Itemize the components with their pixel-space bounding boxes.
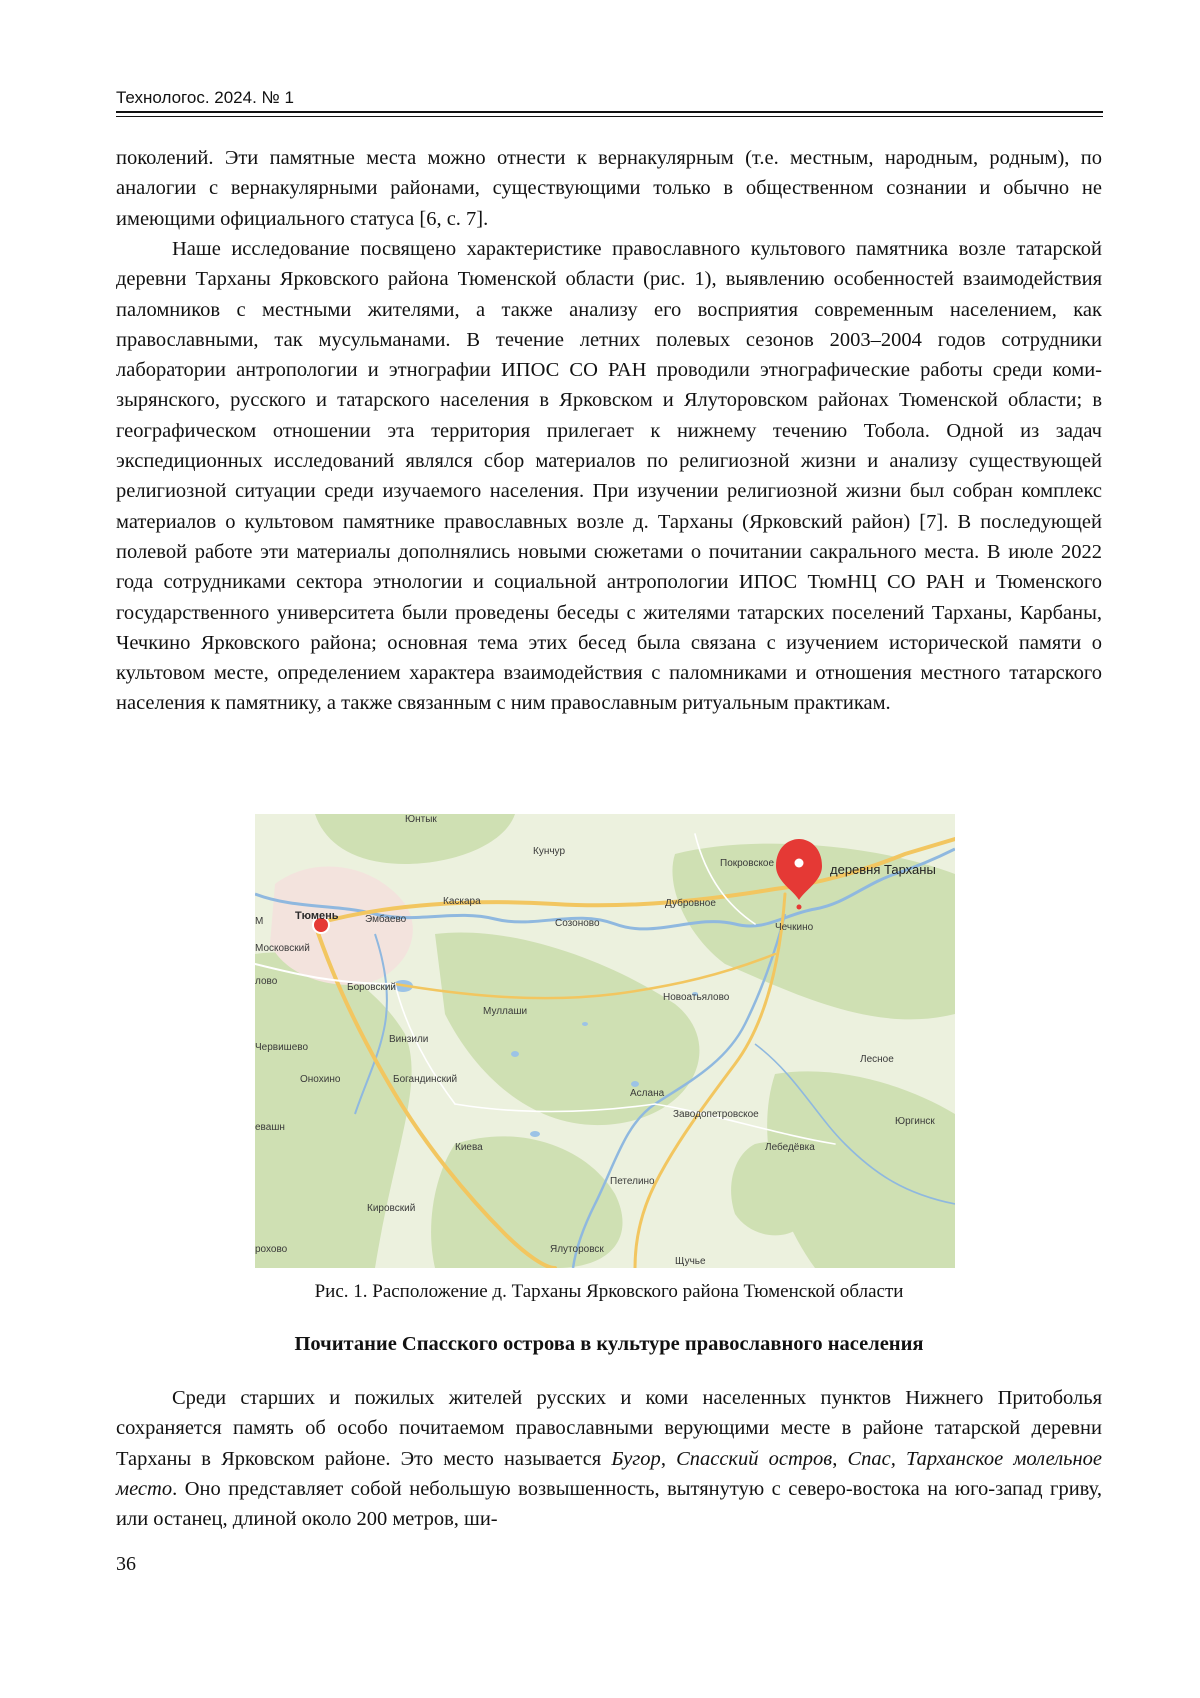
paragraph-3-lead: Среди старших и пожилых жителей русских и коми населенных пунктов Нижнего Притоболья сохраняется память об особо почитаемом православными верующими месте в районе татарской деревни Тарханы в Ярковском районе. Это место называется <box>116 1387 1102 1470</box>
place-label: Чечкино <box>775 922 814 933</box>
edge-label: рохово <box>255 1244 288 1255</box>
place-label: Московский <box>255 943 310 954</box>
term-bugor: Бугор <box>611 1447 661 1470</box>
place-label: Новоатьялово <box>663 992 730 1003</box>
paragraph-3-tail: . Оно представляет собой небольшую возвышенность, вытянутую с северо-востока на юго-запад гриву, или останец, длиной около 200 метров, ши- <box>116 1477 1102 1531</box>
page-number: 36 <box>116 1553 136 1575</box>
place-label: Богандинский <box>393 1074 458 1085</box>
place-label: Заводопетровское <box>673 1109 759 1120</box>
figure-caption: Рис. 1. Расположение д. Тарханы Ярковского района Тюменской области <box>314 1281 904 1302</box>
edge-label: М <box>255 916 264 927</box>
place-label: Эмбаево <box>365 914 407 925</box>
paragraph-3 <box>116 1383 1102 1534</box>
paragraph-2: Наше исследование посвящено характеристике православного культового памятника возле татарской деревни Тарханы Ярковского района Тюменской области (рис. 1), выявлению особенностей взаимодействия паломников с местными жителями, а также анализу его восприятия современным населением, как православными, так мусульманами. В течение летних полевых сезонов 2003–2004 годов сотрудники лаборатории антропологии и этнографии ИПОС СО РАН проводили этнографические работы среди коми-зырянского, русского и татарского населения в Ярковском и Ялуторовском районах Тюменской области; в географическом отношении эта территория прилегает к нижнему течению Тобола. Одной из задач экспедиционных исследований являлся сбор материалов по религиозной жизни и анализу существующей религиозной ситуации среди изучаемого населения. При изучении религиозной жизни был собран комплекс материалов о культовом памятнике православных возле д. Тарханы (Ярковский район) [7]. В последующей полевой работе эти материалы дополнялись новыми сюжетами о почитании сакрального места. В июле 2022 года сотрудниками сектора этнологии и социальной антропологии ИПОС ТюмНЦ СО РАН и Тюменского государственного университета были проведены беседы с жителями татарских поселений Тарханы, Карбаны, Чечкино Ярковского района; основная тема этих бесед была связана с изучением исторической памяти о культовом месте, определением характера взаимодействия с паломниками и отношения местного татарского населения к памятнику, а также связанным с ним православным ритуальным практикам. <box>116 238 1102 715</box>
place-label: Юргинск <box>895 1116 935 1127</box>
place-label: Юнтык <box>405 814 437 825</box>
place-label: Боровский <box>347 982 396 993</box>
place-label: Петелино <box>610 1176 655 1187</box>
header-rule <box>116 111 1103 113</box>
place-label: Кировский <box>367 1203 416 1214</box>
location-map <box>255 814 955 1268</box>
place-label: Муллаши <box>483 1006 528 1017</box>
term-spas-prayer-place: Спас, Тарханское молельное место <box>116 1447 1102 1500</box>
place-label: Киева <box>455 1142 483 1153</box>
pin-label: деревня Тарханы <box>830 862 936 877</box>
running-head: Технологос. 2024. № 1 <box>116 88 294 107</box>
edge-label: лово <box>255 976 278 987</box>
place-label: Лесное <box>860 1054 894 1065</box>
place-label: Покровское <box>720 858 775 869</box>
place-label: Каскара <box>443 896 481 907</box>
section-heading: Почитание Спасского острова в культуре православного населения <box>294 1333 924 1355</box>
paragraph-1: поколений. Эти памятные места можно отнести к вернакулярным (т.е. местным, народным, родным), по аналогии с вернакулярными районами, существующими только в общественном сознании и обычно не имеющими официального статуса [6, с. 7]. <box>116 147 1102 230</box>
city-label: Тюмень <box>295 910 339 922</box>
separator: , <box>832 1447 848 1470</box>
place-label: Дубровное <box>665 898 716 909</box>
edge-label: евашн <box>255 1122 285 1133</box>
place-label: Щучье <box>675 1256 706 1267</box>
place-label: Аслана <box>630 1088 665 1099</box>
header-rule-thin <box>116 116 1103 117</box>
term-spassky-island: Спасский остров <box>676 1447 833 1470</box>
place-label: Винзили <box>389 1034 429 1045</box>
place-label: Лебедёвка <box>765 1142 815 1153</box>
separator: , <box>660 1447 677 1470</box>
place-label: Созоново <box>555 918 600 929</box>
place-label: Онохино <box>300 1074 341 1085</box>
place-label: Червишево <box>255 1042 309 1053</box>
place-label: Кунчур <box>533 846 566 857</box>
place-label: Ялуторовск <box>550 1244 604 1255</box>
